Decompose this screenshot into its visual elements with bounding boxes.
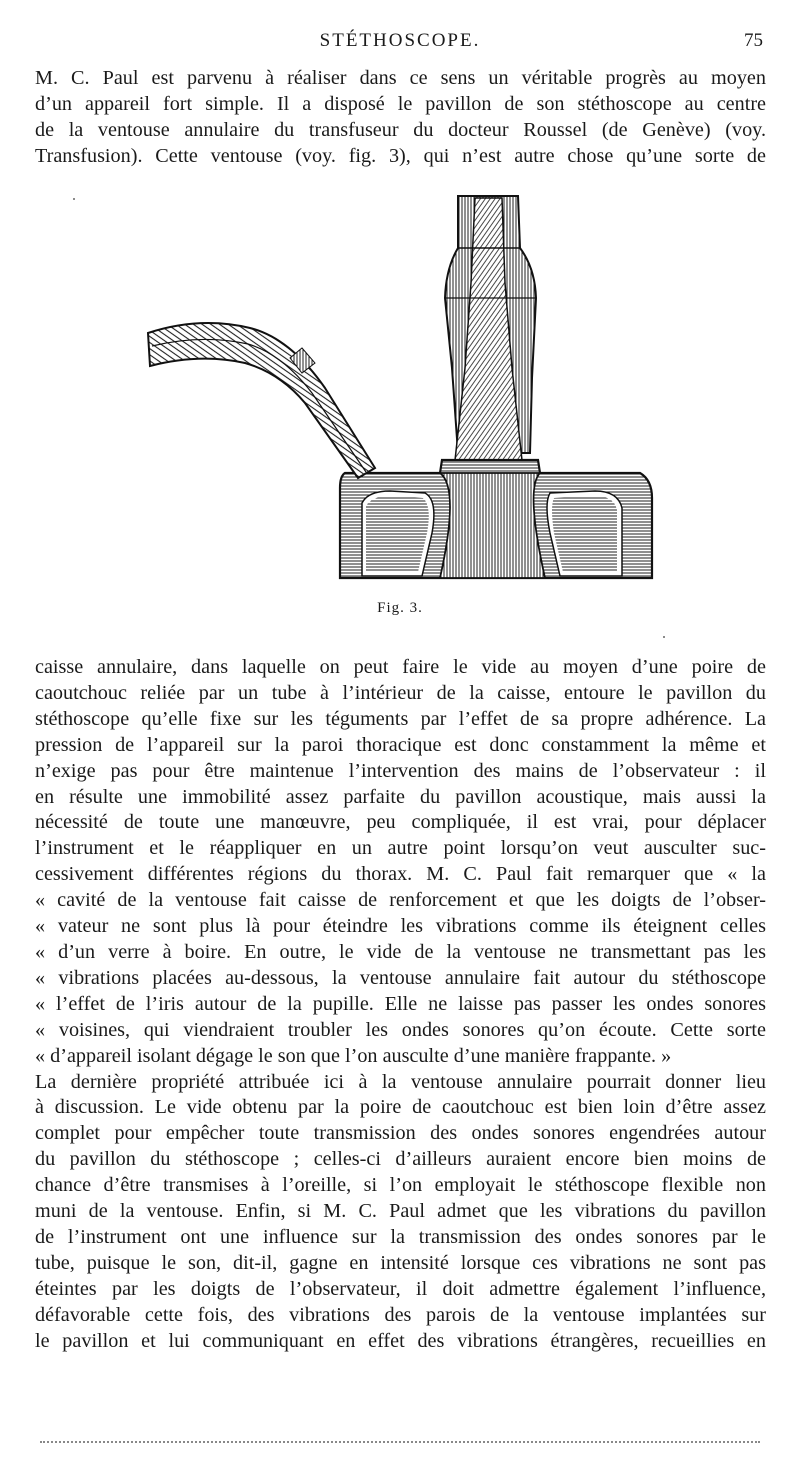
text-line: tube, puisque le son, dit-il, gagne en intensité lorsque ces vibrations ne sont pas (35, 1251, 766, 1274)
page-header (35, 30, 765, 58)
text-line: « d’un verre à boire. En outre, le vide de la ventouse ne transmettant pas les (35, 940, 766, 963)
text-line: l’instrument et le réappliquer en un autre point lorsqu’on veut ausculter suc- (35, 837, 766, 860)
text-line: cessivement différentes régions du thorax. M. C. Paul fait remarquer que « la (35, 863, 766, 886)
text-line: M. C. Paul est parvenu à réaliser dans ce sens un véritable progrès au moyen (35, 67, 766, 89)
text-line: « vateur ne sont plus là pour éteindre les vibrations comme ils éteignent celles (35, 915, 766, 938)
footer-dotted-rule (40, 1441, 760, 1445)
stethoscope-figure (140, 188, 665, 586)
text-line: « vibrations placées au-dessous, la ventouse annulaire fait autour du stéthoscope (35, 966, 766, 989)
text-line: « cavité de la ventouse fait caisse de renforcement et que les doigts de l’obser- (35, 889, 766, 912)
stray-dot (73, 198, 75, 200)
text-line: défavorable cette fois, des vibrations des parois de la ventouse implantées sur (35, 1303, 766, 1326)
text-line: stéthoscope qu’elle fixe sur les téguments par l’effet de sa propre adhérence. La (35, 707, 766, 730)
figure-caption: Fig. 3. (377, 600, 423, 616)
paragraph-main (35, 655, 766, 1354)
page-number: 75 (744, 30, 763, 51)
text-line: en résulte une immobilité assez parfaite du pavillon acoustique, mais aussi la (35, 785, 766, 808)
text-line: « l’effet de l’iris autour de la pupille. Elle ne laisse pas passer les ondes sonores (35, 992, 766, 1015)
text-line: à discussion. Le vide obtenu par la poire de caoutchouc est bien loin d’être assez (35, 1096, 766, 1119)
text-line: « voisines, qui viendraient troubler les ondes sonores qu’on écoute. Cette sorte (35, 1018, 766, 1041)
text-line: caoutchouc reliée par un tube à l’intérieur de la caisse, entoure le pavillon du (35, 681, 766, 704)
text-line: La dernière propriété attribuée ici à la ventouse annulaire pourrait donner lieu (35, 1070, 766, 1093)
stray-dot (663, 636, 665, 638)
text-line: complet pour empêcher toute transmission des ondes sonores engendrées autour (35, 1122, 766, 1145)
text-line: de l’instrument ont une influence sur la transmission des ondes sonores par le (35, 1225, 766, 1248)
text-line: éteintes par les doigts de l’observateur, il doit admettre également l’influence, (35, 1277, 766, 1300)
text-line: de la ventouse annulaire du transfuseur du docteur Roussel (de Genève) (voy. (35, 118, 766, 141)
text-line: chance d’être transmises à l’oreille, si l’on employait le stéthoscope flexible non (35, 1174, 766, 1197)
running-head: STÉTHOSCOPE. (319, 30, 481, 51)
text-line: « d’appareil isolant dégage le son que l’on ausculte d’une manière frappante. » (35, 1044, 672, 1067)
text-line: nécessité de toute une manœuvre, peu compliquée, il est vrai, pour déplacer (35, 811, 766, 834)
text-line: pression de l’appareil sur la paroi thoracique est donc constamment la même et (35, 733, 766, 756)
text-line: n’exige pas pour être maintenue l’intervention des mains de l’observateur : il (35, 759, 766, 782)
text-line: d’un appareil fort simple. Il a disposé le pavillon de son stéthoscope au centre (35, 92, 766, 115)
text-line: le pavillon et lui communiquant en effet des vibrations étrangères, recueillies en (35, 1329, 766, 1352)
text-line: caisse annulaire, dans laquelle on peut faire le vide au moyen d’une poire de (35, 656, 766, 678)
stethoscope-ventouse-illustration (140, 188, 665, 586)
text-line: Transfusion). Cette ventouse (voy. fig. 3), qui n’est autre chose qu’une sorte de (35, 144, 766, 167)
paragraph-intro (35, 66, 766, 170)
text-line: muni de la ventouse. Enfin, si M. C. Paul admet que les vibrations du pavillon (35, 1200, 766, 1223)
text-line: du pavillon du stéthoscope ; celles-ci d’ailleurs auraient encore bien moins de (35, 1148, 766, 1171)
